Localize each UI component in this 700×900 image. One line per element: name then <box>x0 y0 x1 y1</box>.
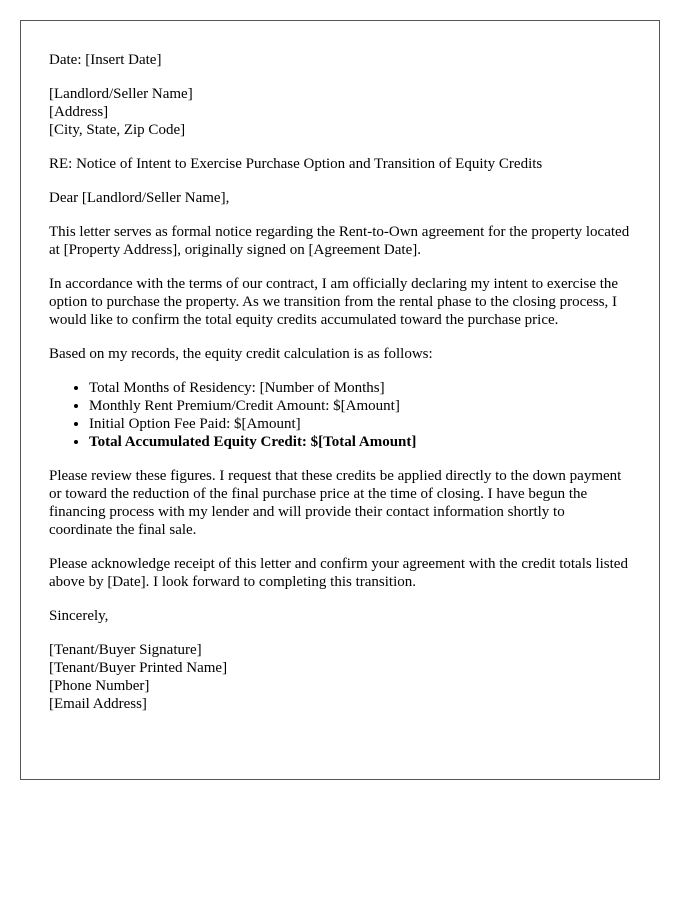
signature-line: [Tenant/Buyer Signature] <box>49 642 202 658</box>
subject-line: RE: Notice of Intent to Exercise Purchase Option and Transition of Equity Credits <box>49 156 543 172</box>
recipient-address: [Address] <box>49 104 109 120</box>
list-item-total-credit: • Total Accumulated Equity Credit: $[Total Amount] <box>89 433 631 451</box>
paragraph-calculation-intro: Based on my records, the equity credit calculation is as follows: <box>49 346 433 362</box>
paragraph-review-request: Please review these figures. I request that these credits be applied directly to the down payment or toward the reduction of the final purchase price at the time of closing. I have begun the financing process with my lender and will provide their contact information shortly to coordinate the final sale. <box>49 468 622 538</box>
equity-credit-list <box>49 379 631 451</box>
recipient-city-state-zip: [City, State, Zip Code] <box>49 122 186 138</box>
paragraph-intent: In accordance with the terms of our contract, I am officially declaring my intent to exercise the option to purchase the property. As we transition from the rental phase to the closing process, I would like to confirm the total equity credits accumulated toward the purchase price. <box>49 276 619 328</box>
letter-document <box>20 20 660 780</box>
paragraph-acknowledge: Please acknowledge receipt of this letter and confirm your agreement with the credit totals listed above by [Date]. I look forward to completing this transition. <box>49 556 628 590</box>
phone-number: [Phone Number] <box>49 678 150 694</box>
signature-block <box>49 641 631 713</box>
recipient-name: [Landlord/Seller Name] <box>49 86 193 102</box>
list-item-months-residency: • Total Months of Residency: [Number of Months] <box>89 379 631 397</box>
date-line: Date: [Insert Date] <box>49 52 162 68</box>
printed-name: [Tenant/Buyer Printed Name] <box>49 660 228 676</box>
list-item-option-fee: • Initial Option Fee Paid: $[Amount] <box>89 415 631 433</box>
closing: Sincerely, <box>49 608 109 624</box>
salutation: Dear [Landlord/Seller Name], <box>49 190 230 206</box>
list-item-monthly-credit: • Monthly Rent Premium/Credit Amount: $[Amount] <box>89 397 631 415</box>
email-address: [Email Address] <box>49 696 147 712</box>
recipient-address-block <box>49 85 631 139</box>
paragraph-notice: This letter serves as formal notice regarding the Rent-to-Own agreement for the property located at [Property Address], originally signed on [Agreement Date]. <box>49 224 630 258</box>
